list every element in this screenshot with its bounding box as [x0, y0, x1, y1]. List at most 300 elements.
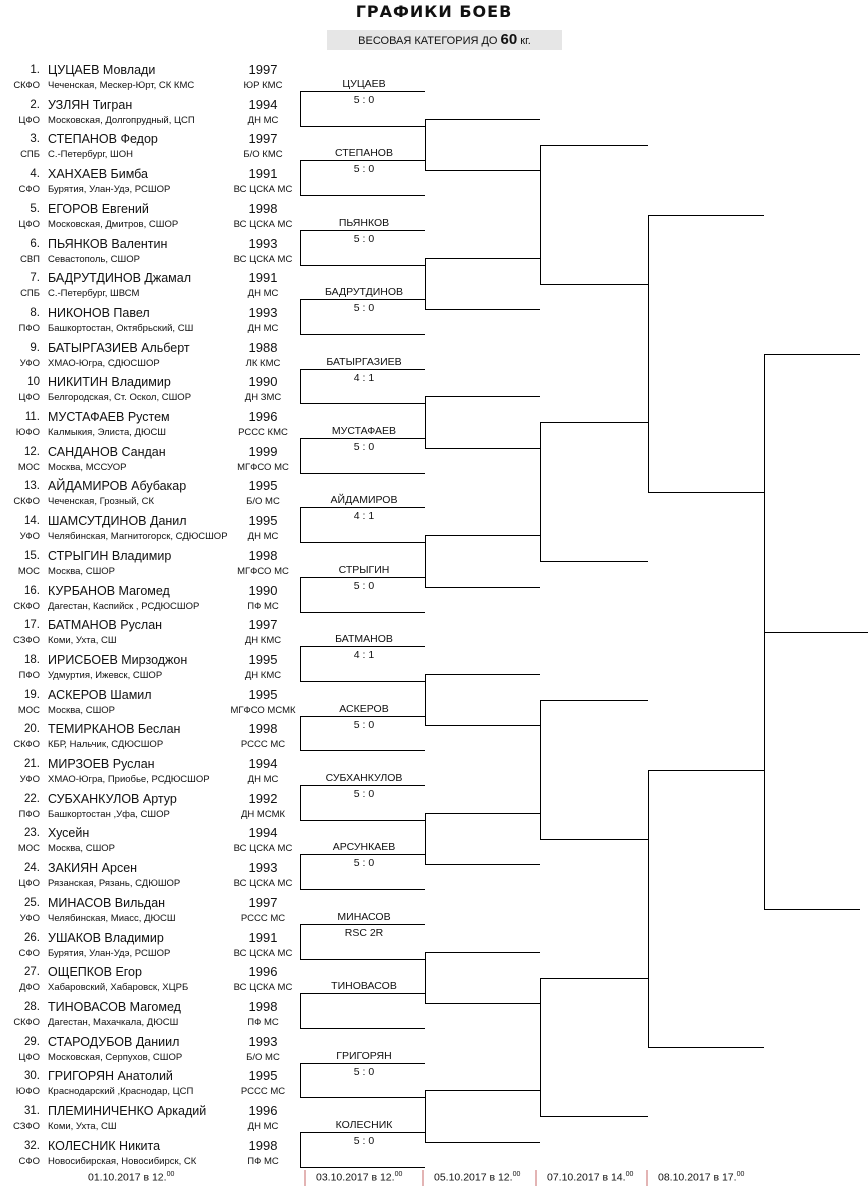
athlete-birth-year: 1993	[248, 304, 278, 320]
athlete-region: ПФО	[18, 669, 40, 681]
athlete-number: 32.	[24, 1139, 40, 1152]
athlete-club: Башкортостан ,Уфа, СШОР	[48, 808, 170, 820]
bracket-line	[300, 299, 301, 335]
match-winner: АРСУНКАЕВ	[332, 841, 396, 853]
match-winner: АСКЕРОВ	[339, 703, 389, 715]
bracket-line	[425, 864, 540, 865]
bracket-line	[300, 230, 425, 231]
athlete-name: БАТМАНОВ Руслан	[48, 618, 163, 633]
athlete-number: 16.	[24, 584, 40, 597]
bracket-line	[648, 770, 649, 1048]
athlete-name: БАДРУТДИНОВ Джамал	[48, 271, 191, 286]
schedule-date-minutes: 00	[625, 1171, 634, 1178]
athlete-region: МОС	[17, 704, 40, 716]
bracket-line	[300, 438, 425, 439]
bracket-line	[300, 785, 301, 821]
match-score: 5 : 0	[353, 788, 375, 800]
athlete-rank: ДН МС	[247, 531, 279, 543]
athlete-number: 23.	[24, 827, 40, 840]
match-winner: БАТМАНОВ	[335, 633, 393, 645]
athlete-rank: ДН ЗМС	[244, 392, 282, 404]
athlete-birth-year: 1988	[248, 339, 278, 355]
athlete-rank: МГФСО МС	[237, 565, 289, 577]
athlete-name: Хусейн	[48, 826, 90, 841]
athlete-club: Чеченская, Мескер-Юрт, СК КМС	[48, 80, 195, 91]
bracket-line	[300, 507, 425, 508]
bracket-line	[540, 145, 541, 285]
bracket-line	[300, 716, 301, 751]
athlete-club: ХМАО-Югра, СДЮСШОР	[48, 357, 160, 369]
athlete-birth-year: 1997	[248, 131, 278, 147]
athlete-rank: ВС ЦСКА МС	[233, 843, 293, 855]
athlete-name: ЦУЦАЕВ Мовлади	[48, 63, 156, 77]
bracket-line	[425, 1090, 540, 1091]
bracket-line	[764, 909, 860, 910]
schedule-date-text: 03.10.2017 в 12.	[316, 1171, 395, 1184]
bracket-line	[425, 170, 540, 171]
schedule-date	[658, 1171, 744, 1184]
athlete-club: Рязанская, Рязань, СДЮШОР	[48, 878, 181, 890]
athlete-club: КБР, Нальчик, СДЮСШОР	[48, 739, 164, 751]
bracket-line	[300, 230, 301, 266]
match-score: 5 : 0	[353, 857, 375, 869]
athlete-region: ПФО	[18, 322, 40, 334]
athlete-rank: ДН МС	[247, 1121, 279, 1132]
athlete-birth-year: 1995	[248, 686, 278, 702]
athlete-number: 4.	[30, 168, 40, 181]
bracket-line	[540, 700, 648, 701]
athlete-birth-year: 1992	[248, 790, 278, 806]
match-winner: КОЛЕСНИК	[335, 1119, 393, 1131]
match-winner: МИНАСОВ	[337, 911, 391, 923]
athlete-club: Бурятия, Улан-Удэ, РСШОР	[48, 947, 171, 959]
athlete-number: 20.	[24, 723, 40, 736]
athlete-club: Башкортостан, Октябрьский, СШ	[48, 322, 194, 334]
athlete-birth-year: 1996	[248, 1103, 278, 1118]
athlete-birth-year: 1991	[248, 166, 278, 182]
athlete-club: Бурятия, Улан-Удэ, РСШОР	[48, 184, 171, 196]
bracket-line	[425, 535, 426, 588]
athlete-rank: ДН МС	[247, 322, 279, 334]
schedule-date-minutes: 00	[736, 1171, 745, 1178]
bracket-line	[425, 587, 540, 588]
athlete-club: Московская, Дмитров, СШОР	[48, 218, 179, 230]
athlete-region: ЦФО	[18, 114, 40, 126]
athlete-number: 30.	[24, 1070, 40, 1083]
athlete-rank: РССС МС	[240, 739, 286, 751]
athlete-number: 12.	[24, 445, 40, 458]
match-winner: АЙДАМИРОВ	[330, 494, 398, 506]
athlete-number: 9.	[30, 341, 40, 354]
bracket-line	[300, 993, 425, 994]
bracket-line	[425, 952, 540, 953]
bracket-line	[300, 785, 425, 786]
athlete-rank: ВС ЦСКА МС	[233, 982, 293, 994]
bracket-line	[300, 299, 425, 300]
bracket-line	[540, 978, 541, 1117]
bracket-line	[648, 492, 764, 493]
bracket-line	[300, 91, 425, 92]
athlete-name: ПЛЕМИНИЧЕНКО Аркадий	[48, 1104, 207, 1118]
bracket-line	[300, 369, 301, 404]
match-winner: БАДРУТДИНОВ	[324, 286, 404, 298]
athlete-number: 26.	[24, 931, 40, 944]
athlete-rank: ДН КМС	[244, 669, 282, 681]
athlete-birth-year: 1996	[248, 964, 278, 980]
athlete-number: 10	[27, 376, 40, 389]
match-winner: СУБХАНКУЛОВ	[325, 772, 403, 784]
bracket-line	[300, 1063, 425, 1064]
match-winner: СТЕПАНОВ	[335, 147, 393, 159]
weight-category-value: 60	[500, 31, 518, 48]
athlete-club: Московская, Долгопрудный, ЦСП	[48, 114, 195, 126]
athlete-rank: ДН МСМК	[240, 808, 286, 820]
athlete-birth-year: 1998	[248, 1137, 278, 1153]
athlete-rank: ДН МС	[247, 774, 279, 785]
athlete-number: 5.	[30, 202, 40, 215]
athlete-region: МОС	[17, 565, 40, 577]
athlete-club: Новосибирская, Новосибирск, СК	[48, 1155, 197, 1167]
bracket-line	[300, 959, 425, 960]
athlete-region: СКФО	[13, 600, 40, 612]
match-score: 4 : 1	[353, 372, 375, 384]
bracket-line	[300, 924, 425, 925]
athlete-club: Калмыкия, Элиста, ДЮСШ	[48, 427, 167, 438]
athlete-region: СКФО	[13, 496, 40, 508]
athlete-birth-year: 1993	[248, 235, 278, 251]
bracket-line	[425, 674, 540, 675]
schedule-date-minutes: 00	[394, 1171, 403, 1178]
athlete-rank: ВС ЦСКА МС	[233, 947, 293, 959]
athlete-club: Хабаровский, Хабаровск, ХЦРБ	[48, 982, 189, 994]
athlete-name: ЗАКИЯН Арсен	[48, 861, 138, 876]
athlete-rank: МГФСО МС	[237, 461, 289, 473]
athlete-club: Краснодарский ,Краснодар, ЦСП	[48, 1086, 194, 1098]
athlete-rank: ЛК КМС	[245, 357, 281, 369]
athlete-region: СПБ	[20, 149, 40, 161]
bracket-line	[300, 265, 425, 266]
athlete-name: САНДАНОВ Сандан	[48, 444, 166, 459]
athlete-birth-year: 1995	[248, 1068, 278, 1084]
athlete-rank: ЮР КМС	[243, 80, 283, 91]
bracket-line	[300, 646, 301, 682]
bracket-line	[425, 725, 540, 726]
schedule-date-text: 01.10.2017 в 12.	[88, 1171, 167, 1184]
athlete-name: УШАКОВ Владимир	[48, 930, 164, 945]
match-winner: ПЬЯНКОВ	[338, 217, 390, 229]
athlete-name: АЙДАМИРОВ Абубакар	[48, 479, 187, 494]
athlete-club: С.-Петербург, ШОН	[48, 149, 133, 161]
athlete-club: Москва, СШОР	[48, 843, 116, 855]
bracket-line	[648, 215, 649, 493]
athlete-rank: ДН КМС	[244, 635, 282, 647]
athlete-number: 3.	[30, 133, 40, 146]
athlete-rank: ДН МС	[247, 114, 279, 126]
athlete-name: ХАНХАЕВ Бимба	[48, 167, 148, 182]
athlete-name: БАТЫРГАЗИЕВ Альберт	[48, 340, 190, 355]
match-score: 5 : 0	[353, 163, 375, 175]
athlete-name: ТЕМИРКАНОВ Беслан	[48, 722, 181, 737]
athlete-club: Дагестан, Махачкала, ДЮСШ	[48, 1016, 179, 1028]
match-score: 4 : 1	[353, 649, 375, 661]
match-winner: ГРИГОРЯН	[336, 1050, 392, 1062]
athlete-region: ЦФО	[18, 878, 40, 890]
bracket-line	[540, 422, 648, 423]
athlete-region: ПФО	[18, 808, 40, 820]
bracket-line	[648, 770, 764, 771]
bracket-line	[300, 1132, 425, 1133]
athlete-birth-year: 1994	[248, 96, 278, 112]
athlete-rank: ДН МС	[247, 288, 279, 300]
athlete-rank: Б/О МС	[246, 1051, 280, 1063]
weight-category	[327, 30, 562, 50]
bracket-line	[425, 952, 426, 1004]
schedule-date-text: 05.10.2017 в 12.	[434, 1171, 513, 1184]
athlete-birth-year: 1998	[248, 547, 278, 563]
bracket-line	[425, 813, 426, 865]
bracket-line	[425, 396, 426, 449]
athlete-name: СТАРОДУБОВ Даниил	[48, 1034, 180, 1049]
athlete-number: 22.	[24, 792, 40, 805]
athlete-rank: ПФ МС	[247, 600, 279, 612]
athlete-club: Коми, Ухта, СШ	[48, 1121, 117, 1132]
athlete-number: 1.	[30, 64, 40, 76]
athlete-number: 11.	[24, 411, 40, 423]
athlete-club: С.-Петербург, ШВСМ	[48, 288, 140, 300]
athlete-name: ПЬЯНКОВ Валентин	[48, 236, 168, 251]
page-title: ГРАФИКИ БОЕВ	[355, 2, 513, 21]
match-winner: БАТЫРГАЗИЕВ	[326, 356, 402, 368]
athlete-birth-year: 1998	[248, 200, 278, 216]
athlete-rank: Б/О КМС	[243, 149, 283, 161]
athlete-name: НИКИТИН Владимир	[48, 375, 171, 390]
bracket-line	[300, 924, 301, 960]
athlete-number: 2.	[30, 98, 40, 111]
athlete-rank: ПФ МС	[247, 1016, 279, 1028]
athlete-region: СВП	[19, 253, 40, 265]
athlete-birth-year: 1998	[248, 721, 278, 737]
match-score: RSC 2R	[344, 927, 384, 939]
bracket-line	[300, 1063, 301, 1098]
athlete-birth-year: 1996	[248, 409, 278, 424]
athlete-region: ЦФО	[18, 218, 40, 230]
athlete-birth-year: 1995	[248, 513, 278, 529]
athlete-name: ОЩЕПКОВ Егор	[48, 965, 142, 980]
athlete-rank: МГФСО МСМК	[230, 704, 296, 716]
bracket-line	[540, 700, 541, 840]
match-winner: МУСТАФАЕВ	[331, 425, 397, 437]
bracket-line	[300, 854, 301, 890]
athlete-name: УЗЛЯН Тигран	[48, 97, 133, 112]
athlete-region: СКФО	[13, 1016, 40, 1028]
match-score: 5 : 0	[353, 302, 375, 314]
match-winner: ТИНОВАСОВ	[331, 980, 397, 992]
athlete-number: 25.	[24, 896, 40, 909]
bracket-line	[300, 1097, 425, 1098]
athlete-club: Челябинская, Магнитогорск, СДЮСШОР	[48, 531, 228, 543]
bracket-line	[540, 422, 541, 562]
athlete-region: СКФО	[13, 80, 40, 91]
match-score: 5 : 0	[353, 719, 375, 731]
match-score: 5 : 0	[353, 1135, 375, 1147]
athlete-birth-year: 1999	[248, 443, 278, 459]
athlete-club: Удмуртия, Ижевск, СШОР	[48, 669, 163, 681]
athlete-number: 27.	[24, 966, 40, 979]
schedule-date-text: 07.10.2017 в 14.	[547, 1171, 626, 1184]
bracket-line	[300, 1028, 425, 1029]
schedule-date	[316, 1171, 402, 1184]
bracket-line	[540, 284, 648, 285]
weight-category-label: ВЕСОВАЯ КАТЕГОРИЯ ДО	[358, 35, 498, 47]
athlete-name: НИКОНОВ Павел	[48, 305, 150, 320]
bracket-line	[300, 542, 425, 543]
bracket-line	[540, 839, 648, 840]
bracket-line	[300, 716, 425, 717]
athlete-region: СКФО	[13, 739, 40, 751]
athlete-region: УФО	[19, 531, 40, 543]
match-score: 5 : 0	[353, 1066, 375, 1078]
bracket-line	[300, 473, 425, 474]
bracket-line	[300, 507, 301, 543]
athlete-region: УФО	[19, 357, 40, 369]
bracket-line	[540, 561, 648, 562]
bracket-line	[300, 889, 425, 890]
athlete-birth-year: 1990	[248, 374, 278, 390]
athlete-name: ТИНОВАСОВ Магомед	[48, 999, 181, 1014]
athlete-name: ШАМСУТДИНОВ Данил	[48, 514, 187, 529]
bracket-line	[425, 396, 540, 397]
athlete-club: Чеченская, Грозный, СК	[48, 496, 155, 508]
bracket-line	[300, 993, 301, 1029]
bracket-line	[300, 577, 301, 613]
athlete-club: Москва, МССУОР	[48, 461, 127, 473]
athlete-rank: ПФ МС	[247, 1155, 279, 1167]
bracket-line	[425, 535, 540, 536]
bracket-line	[300, 854, 425, 855]
athlete-birth-year: 1997	[248, 62, 278, 77]
bracket-line	[300, 612, 425, 613]
athlete-region: ЦФО	[18, 1051, 40, 1063]
bracket-line	[300, 681, 425, 682]
bracket-line	[540, 145, 648, 146]
bracket-line	[300, 91, 301, 127]
athlete-birth-year: 1991	[248, 929, 278, 945]
athlete-rank: ВС ЦСКА МС	[233, 218, 293, 230]
athlete-region: ЦФО	[18, 392, 40, 404]
bracket-line	[425, 258, 540, 259]
athlete-region: СФО	[18, 184, 40, 196]
athlete-region: МОС	[17, 843, 40, 855]
bracket-line	[425, 119, 540, 120]
athlete-name: МУСТАФАЕВ Рустем	[48, 410, 170, 424]
bracket-line	[648, 215, 764, 216]
athlete-region: ЮФО	[15, 1086, 40, 1098]
schedule-date-minutes: 00	[512, 1171, 521, 1178]
athlete-region: МОС	[17, 461, 40, 473]
athlete-club: Белгородская, Ст. Оскол, СШОР	[48, 392, 192, 404]
athlete-number: 7.	[30, 272, 40, 285]
athlete-birth-year: 1997	[248, 894, 278, 910]
bracket-line	[300, 160, 301, 196]
athlete-name: КОЛЕСНИК Никита	[48, 1138, 161, 1153]
bracket-line	[300, 126, 425, 127]
athlete-number: 18.	[24, 653, 40, 666]
bracket-line	[425, 119, 426, 171]
bracket-line	[425, 1142, 540, 1143]
athlete-number: 28.	[24, 1000, 40, 1013]
athlete-name: МИРЗОЕВ Руслан	[48, 757, 155, 771]
athlete-club: Коми, Ухта, СШ	[48, 635, 117, 647]
date-separator	[304, 1170, 306, 1186]
athlete-region: СФО	[18, 947, 40, 959]
athlete-region: СЗФО	[13, 635, 40, 647]
athlete-club: Москва, СШОР	[48, 565, 116, 577]
athlete-number: 17.	[24, 619, 40, 632]
athlete-number: 31.	[24, 1105, 40, 1117]
athlete-region: СФО	[18, 1155, 40, 1167]
bracket-line	[300, 403, 425, 404]
bracket-line	[540, 1116, 648, 1117]
bracket-line	[300, 750, 425, 751]
athlete-rank: РССС КМС	[238, 427, 288, 438]
date-separator	[535, 1170, 537, 1186]
athlete-number: 15.	[24, 549, 40, 562]
bracket-line	[425, 309, 540, 310]
bracket-line	[300, 334, 425, 335]
match-score: 5 : 0	[353, 233, 375, 245]
athlete-name: ГРИГОРЯН Анатолий	[48, 1069, 173, 1084]
bracket-line	[764, 632, 868, 633]
athlete-region: УФО	[19, 774, 40, 785]
match-score: 5 : 0	[353, 580, 375, 592]
bracket-line	[300, 369, 425, 370]
athlete-name: СТЕПАНОВ Федор	[48, 132, 158, 147]
schedule-date	[547, 1171, 633, 1184]
athlete-club: ХМАО-Югра, Приобье, РСДЮСШОР	[48, 774, 210, 785]
bracket-line	[300, 820, 425, 821]
athlete-number: 6.	[30, 237, 40, 250]
athlete-rank: Б/О МС	[246, 496, 280, 508]
bracket-line	[300, 1132, 301, 1168]
bracket-line	[300, 195, 425, 196]
athlete-region: ДФО	[19, 982, 40, 994]
athlete-birth-year: 1994	[248, 825, 278, 841]
athlete-rank: ВС ЦСКА МС	[233, 184, 293, 196]
schedule-date-minutes: 00	[166, 1171, 175, 1178]
athlete-name: КУРБАНОВ Магомед	[48, 583, 170, 598]
bracket-line	[300, 1167, 425, 1168]
athlete-region: СЗФО	[13, 1121, 40, 1132]
athlete-club: Севастополь, СШОР	[48, 253, 140, 265]
athlete-number: 13.	[24, 480, 40, 493]
athlete-name: СТРЫГИН Владимир	[48, 548, 172, 563]
schedule-date	[88, 1171, 174, 1184]
match-score: 4 : 1	[353, 510, 375, 522]
bracket-line	[425, 258, 426, 310]
athlete-region: ЮФО	[15, 427, 40, 438]
athlete-region: УФО	[19, 912, 40, 924]
athlete-number: 19.	[24, 688, 40, 701]
athlete-club: Челябинская, Миасс, ДЮСШ	[48, 912, 176, 924]
bracket-line	[300, 438, 301, 474]
match-score: 5 : 0	[353, 441, 375, 453]
athlete-number: 21.	[24, 758, 40, 770]
bracket-line	[300, 160, 425, 161]
bracket-line	[425, 448, 540, 449]
athlete-birth-year: 1994	[248, 756, 278, 771]
bracket-line	[425, 674, 426, 726]
athlete-birth-year: 1993	[248, 1033, 278, 1049]
